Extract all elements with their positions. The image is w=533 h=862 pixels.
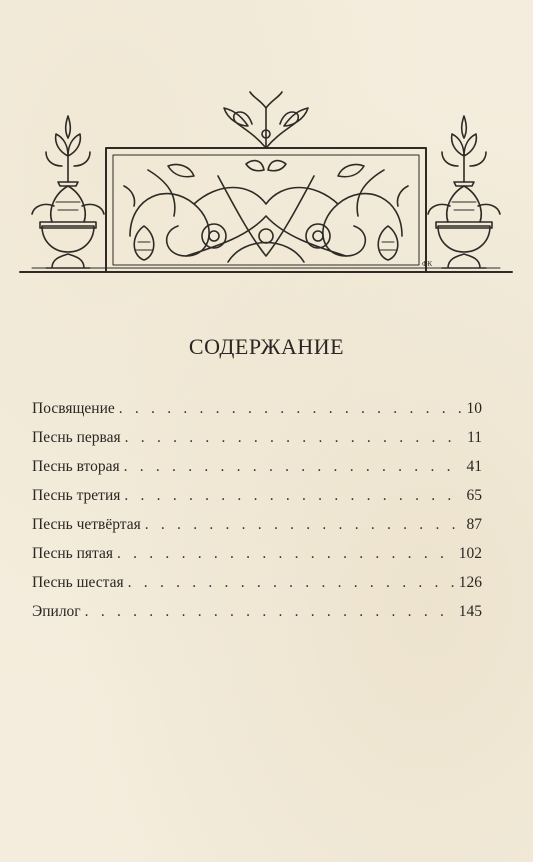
toc-entry-canto-2[interactable] — [32, 452, 482, 481]
toc-entry-dedication[interactable] — [32, 394, 482, 423]
toc-entry-canto-1[interactable] — [32, 423, 482, 452]
toc-entry-canto-4[interactable] — [32, 510, 482, 539]
toc-entry-page: 65 — [466, 487, 482, 504]
toc-entry-title: Песнь четвёртая — [32, 516, 141, 533]
contents-heading: СОДЕРЖАНИЕ — [188, 334, 345, 359]
dot-leader — [124, 481, 462, 510]
toc-entry-canto-5[interactable] — [32, 539, 482, 568]
ornamental-headpiece — [18, 86, 514, 282]
dot-leader — [85, 597, 455, 626]
toc-entry-page: 145 — [458, 603, 482, 620]
toc-entry-page: 10 — [466, 400, 482, 417]
toc-entry-canto-6[interactable] — [32, 568, 482, 597]
monogram: ФК — [422, 260, 433, 268]
toc-entry-canto-3[interactable] — [32, 481, 482, 510]
dot-leader — [145, 510, 463, 539]
toc-entry-title: Песнь первая — [32, 429, 121, 446]
dot-leader — [117, 539, 455, 568]
toc-entry-title: Песнь пятая — [32, 545, 113, 562]
toc-entry-page: 102 — [458, 545, 482, 562]
toc-entry-title: Песнь третия — [32, 487, 121, 504]
toc-entry-title: Песнь вторая — [32, 458, 120, 475]
toc-entry-epilogue[interactable] — [32, 597, 482, 626]
toc-entry-page: 126 — [458, 574, 482, 591]
table-of-contents — [32, 394, 482, 626]
toc-entry-page: 87 — [466, 516, 482, 533]
dot-leader — [125, 423, 463, 452]
dot-leader — [128, 568, 455, 597]
toc-entry-page: 41 — [466, 458, 482, 475]
toc-entry-title: Эпилог — [32, 603, 81, 620]
toc-entry-title: Посвящение — [32, 400, 115, 417]
toc-entry-page: 11 — [467, 429, 482, 446]
dot-leader — [119, 394, 463, 423]
dot-leader — [124, 452, 463, 481]
toc-entry-title: Песнь шестая — [32, 574, 124, 591]
